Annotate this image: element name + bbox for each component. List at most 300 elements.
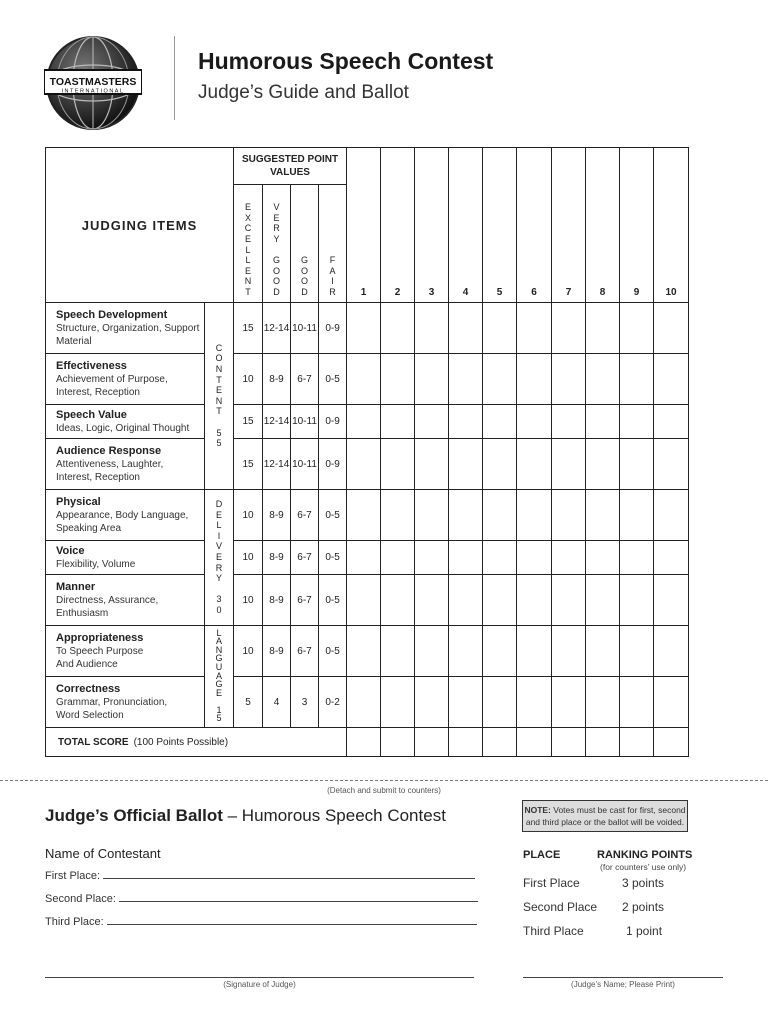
suggested-points: 15 bbox=[234, 439, 263, 490]
vertical-letter: L bbox=[216, 627, 222, 638]
score-cell[interactable] bbox=[449, 405, 483, 439]
contestant-number-4: 4 bbox=[449, 148, 483, 303]
vertical-letter: 1 bbox=[216, 704, 222, 715]
judging-item-description: And Audience bbox=[56, 658, 118, 670]
page-title: Humorous Speech Contest bbox=[198, 48, 494, 74]
vertical-letter: O bbox=[301, 265, 309, 276]
score-cell[interactable] bbox=[347, 575, 381, 626]
score-cell[interactable] bbox=[449, 354, 483, 405]
score-cell[interactable] bbox=[586, 303, 620, 354]
score-cell[interactable] bbox=[449, 575, 483, 626]
signature-label: (Signature of Judge) bbox=[223, 980, 296, 989]
score-cell[interactable] bbox=[517, 405, 552, 439]
vertical-label bbox=[273, 202, 280, 297]
suggested-points: 5 bbox=[234, 677, 263, 728]
score-cell[interactable] bbox=[517, 439, 552, 490]
vertical-letter: N bbox=[215, 395, 223, 406]
judging-item bbox=[46, 303, 205, 354]
judging-table bbox=[45, 147, 689, 757]
score-cell[interactable] bbox=[381, 439, 415, 490]
total-score-cell[interactable] bbox=[654, 728, 689, 757]
suggested-points: 10 bbox=[234, 354, 263, 405]
total-score-cell[interactable] bbox=[483, 728, 517, 757]
total-score-title: TOTAL SCORE bbox=[58, 736, 129, 748]
vertical-letter: R bbox=[273, 223, 280, 234]
note-text: Votes must be cast for first, second and third place or the ballot will be voided. bbox=[525, 805, 686, 827]
vertical-letter: F bbox=[329, 255, 336, 266]
suggested-points: 4 bbox=[263, 677, 291, 728]
score-cell[interactable] bbox=[381, 575, 415, 626]
vertical-label bbox=[216, 629, 223, 724]
score-cell[interactable] bbox=[449, 626, 483, 677]
first-place-label: First Place: bbox=[45, 870, 101, 882]
score-cell[interactable] bbox=[552, 626, 586, 677]
score-cell[interactable] bbox=[654, 490, 689, 541]
judging-item-description: Speaking Area bbox=[56, 522, 122, 534]
vertical-letter: D bbox=[273, 287, 280, 297]
score-cell[interactable] bbox=[654, 439, 689, 490]
judging-item-description: Interest, Reception bbox=[56, 386, 140, 398]
score-cell[interactable] bbox=[654, 303, 689, 354]
vertical-letter: I bbox=[217, 530, 221, 541]
suggested-points: 8-9 bbox=[263, 541, 291, 575]
score-cell[interactable] bbox=[347, 626, 381, 677]
vertical-letter: 0 bbox=[216, 604, 222, 615]
judging-row bbox=[46, 575, 689, 626]
content-category bbox=[205, 303, 234, 490]
score-cell[interactable] bbox=[552, 677, 586, 728]
judging-item-description: Grammar, Pronunciation, bbox=[56, 696, 168, 708]
score-cell[interactable] bbox=[483, 626, 517, 677]
score-cell[interactable] bbox=[586, 439, 620, 490]
judging-item bbox=[46, 541, 205, 575]
fair-column-header bbox=[319, 185, 347, 303]
suggested-points: 6-7 bbox=[291, 626, 319, 677]
vertical-letter: I bbox=[331, 276, 334, 287]
judging-item-name: Speech Value bbox=[56, 408, 127, 421]
score-cell[interactable] bbox=[483, 439, 517, 490]
detach-note: (Detach and submit to counters) bbox=[327, 786, 441, 795]
score-cell[interactable] bbox=[449, 439, 483, 490]
rank-place-1: First Place bbox=[523, 876, 580, 890]
score-cell[interactable] bbox=[449, 303, 483, 354]
vertical-letter: E bbox=[245, 265, 252, 276]
score-cell[interactable] bbox=[586, 677, 620, 728]
vertical-letter bbox=[273, 245, 280, 256]
score-cell[interactable] bbox=[620, 490, 654, 541]
total-score-cell[interactable] bbox=[552, 728, 586, 757]
svg-text:TOASTMASTERS: TOASTMASTERS bbox=[49, 76, 137, 88]
judging-row bbox=[46, 677, 689, 728]
suggested-points: 6-7 bbox=[291, 541, 319, 575]
score-cell[interactable] bbox=[381, 354, 415, 405]
judging-item-description: Word Selection bbox=[56, 709, 124, 721]
judging-item-name: Speech Development bbox=[56, 308, 168, 321]
score-cell[interactable] bbox=[654, 626, 689, 677]
score-cell[interactable] bbox=[415, 541, 449, 575]
score-cell[interactable] bbox=[347, 541, 381, 575]
excellent-column-header bbox=[234, 185, 263, 303]
vertical-letter: N bbox=[244, 276, 252, 287]
judging-item bbox=[46, 575, 205, 626]
suggested-points: 10-11 bbox=[291, 303, 319, 354]
vertical-letter: N bbox=[215, 644, 223, 655]
score-cell[interactable] bbox=[347, 490, 381, 541]
suggested-points: 10-11 bbox=[291, 439, 319, 490]
judge-signature-input[interactable] bbox=[45, 977, 474, 978]
vertical-letter: O bbox=[215, 353, 223, 364]
vertical-letter: L bbox=[216, 520, 222, 531]
score-cell[interactable] bbox=[449, 541, 483, 575]
suggested-points: 15 bbox=[234, 405, 263, 439]
vertical-letter: T bbox=[245, 287, 251, 297]
vertical-letter: T bbox=[216, 374, 222, 385]
judging-item bbox=[46, 490, 205, 541]
judging-item-name: Manner bbox=[56, 580, 96, 593]
vertical-letter: E bbox=[215, 509, 222, 520]
total-score-cell[interactable] bbox=[620, 728, 654, 757]
detach-line bbox=[0, 780, 768, 781]
rank-place-3: Third Place bbox=[523, 924, 584, 938]
judging-item-description: Flexibility, Volume bbox=[56, 558, 136, 570]
suggested-points: 0-5 bbox=[319, 490, 347, 541]
second-place-label: Second Place: bbox=[45, 893, 116, 905]
judging-item-description: To Speech Purpose bbox=[56, 645, 144, 657]
page-subtitle: Judge’s Guide and Ballot bbox=[198, 82, 409, 103]
suggested-points: 8-9 bbox=[263, 575, 291, 626]
contestant-number-2: 2 bbox=[381, 148, 415, 303]
judge-name-input[interactable] bbox=[523, 977, 723, 978]
suggested-points: 15 bbox=[234, 303, 263, 354]
score-cell[interactable] bbox=[517, 490, 552, 541]
judging-row bbox=[46, 405, 689, 439]
ballot-title bbox=[45, 806, 446, 826]
vertical-label bbox=[216, 499, 223, 616]
score-cell[interactable] bbox=[381, 490, 415, 541]
judging-item-description: Attentiveness, Laughter, bbox=[56, 458, 164, 470]
second-place-row bbox=[45, 893, 478, 905]
vertical-letter: C bbox=[244, 223, 252, 234]
score-cell[interactable] bbox=[552, 303, 586, 354]
vertical-label bbox=[216, 343, 223, 449]
score-cell[interactable] bbox=[347, 354, 381, 405]
score-cell[interactable] bbox=[415, 405, 449, 439]
vertical-letter: E bbox=[245, 202, 252, 213]
judging-row bbox=[46, 439, 689, 490]
score-cell[interactable] bbox=[620, 677, 654, 728]
judging-item bbox=[46, 626, 205, 677]
judging-item bbox=[46, 677, 205, 728]
vertical-letter: O bbox=[273, 265, 281, 276]
score-cell[interactable] bbox=[586, 626, 620, 677]
judging-row bbox=[46, 354, 689, 405]
score-cell[interactable] bbox=[552, 541, 586, 575]
suggested-points: 12-14 bbox=[263, 303, 291, 354]
score-cell[interactable] bbox=[483, 490, 517, 541]
contestant-number-1: 1 bbox=[347, 148, 381, 303]
score-cell[interactable] bbox=[620, 439, 654, 490]
vertical-letter: U bbox=[215, 661, 223, 672]
vertical-letter: T bbox=[216, 406, 222, 417]
vertical-letter: N bbox=[215, 364, 223, 375]
place-header: PLACE bbox=[523, 849, 561, 861]
ranking-points-header: RANKING POINTS bbox=[597, 849, 693, 861]
judging-row bbox=[46, 303, 689, 354]
total-score-note: (100 Points Possible) bbox=[133, 736, 229, 748]
suggested-points: 0-5 bbox=[319, 354, 347, 405]
judging-item bbox=[46, 439, 205, 490]
rank-points-2: 2 points bbox=[622, 900, 665, 914]
vertical-letter bbox=[216, 417, 223, 428]
score-cell[interactable] bbox=[552, 575, 586, 626]
suggested-points: 10 bbox=[234, 626, 263, 677]
vertical-letter: 5 bbox=[216, 438, 222, 449]
contestant-number-8: 8 bbox=[586, 148, 620, 303]
total-score-cell[interactable] bbox=[381, 728, 415, 757]
contestant-number-6: 6 bbox=[517, 148, 552, 303]
rank-points-1: 3 points bbox=[622, 876, 665, 890]
score-cell[interactable] bbox=[620, 575, 654, 626]
total-score-cell[interactable] bbox=[415, 728, 449, 757]
score-cell[interactable] bbox=[517, 626, 552, 677]
judging-item-name: Appropriateness bbox=[56, 631, 144, 644]
score-cell[interactable] bbox=[586, 575, 620, 626]
suggested-points: 10 bbox=[234, 490, 263, 541]
vertical-letter: 5 bbox=[216, 713, 222, 724]
good-column-header bbox=[291, 185, 319, 303]
judging-row bbox=[46, 490, 689, 541]
suggested-points: 10-11 bbox=[291, 405, 319, 439]
score-cell[interactable] bbox=[517, 541, 552, 575]
first-place-row bbox=[45, 870, 475, 882]
score-cell[interactable] bbox=[415, 626, 449, 677]
suggested-points: 8-9 bbox=[263, 490, 291, 541]
vertical-letter: E bbox=[216, 687, 223, 698]
score-cell[interactable] bbox=[552, 439, 586, 490]
judging-item-name: Correctness bbox=[56, 682, 121, 695]
judging-item-description: Appearance, Body Language, bbox=[56, 509, 189, 521]
ballot-title-bold: Judge’s Official Ballot bbox=[45, 806, 223, 825]
suggested-points: 0-9 bbox=[319, 405, 347, 439]
suggested-points: 3 bbox=[291, 677, 319, 728]
score-cell[interactable] bbox=[654, 405, 689, 439]
second-place-input[interactable] bbox=[119, 900, 478, 902]
vertical-letter: O bbox=[273, 276, 281, 287]
score-cell[interactable] bbox=[449, 490, 483, 541]
total-score-row bbox=[46, 728, 689, 757]
score-cell[interactable] bbox=[654, 541, 689, 575]
score-cell[interactable] bbox=[381, 303, 415, 354]
suggested-points: 0-9 bbox=[319, 303, 347, 354]
score-cell[interactable] bbox=[517, 303, 552, 354]
score-cell[interactable] bbox=[415, 677, 449, 728]
score-cell[interactable] bbox=[415, 354, 449, 405]
vertical-letter: D bbox=[301, 287, 308, 297]
vertical-letter: V bbox=[215, 541, 222, 552]
score-cell[interactable] bbox=[483, 575, 517, 626]
score-cell[interactable] bbox=[620, 626, 654, 677]
score-cell[interactable] bbox=[347, 303, 381, 354]
judging-item-name: Audience Response bbox=[56, 444, 162, 457]
judging-row bbox=[46, 626, 689, 677]
score-cell[interactable] bbox=[654, 575, 689, 626]
score-cell[interactable] bbox=[517, 677, 552, 728]
score-cell[interactable] bbox=[654, 677, 689, 728]
score-cell[interactable] bbox=[381, 626, 415, 677]
suggested-points: 0-5 bbox=[319, 541, 347, 575]
vertical-label bbox=[329, 255, 336, 297]
vertical-letter bbox=[216, 584, 223, 595]
score-cell[interactable] bbox=[552, 490, 586, 541]
suggested-points: 10 bbox=[234, 575, 263, 626]
total-score-label bbox=[46, 728, 347, 757]
vertical-letter: G bbox=[215, 679, 223, 690]
score-cell[interactable] bbox=[483, 303, 517, 354]
judging-item-description: Directness, Assurance, bbox=[56, 594, 159, 606]
vertical-letter: A bbox=[216, 670, 223, 681]
score-cell[interactable] bbox=[415, 439, 449, 490]
score-cell[interactable] bbox=[586, 490, 620, 541]
third-place-label: Third Place: bbox=[45, 916, 104, 928]
total-score-cell[interactable] bbox=[586, 728, 620, 757]
ranking-note: (for counters’ use only) bbox=[600, 862, 687, 872]
score-cell[interactable] bbox=[620, 405, 654, 439]
judging-item-name: Effectiveness bbox=[56, 359, 127, 372]
score-cell[interactable] bbox=[347, 405, 381, 439]
rank-place-2: Second Place bbox=[523, 900, 598, 914]
rank-points-3: 1 point bbox=[626, 924, 663, 938]
toastmasters-logo bbox=[44, 34, 142, 132]
contestant-number-9: 9 bbox=[620, 148, 654, 303]
vertical-letter: V bbox=[273, 202, 280, 213]
suggested-points: 0-2 bbox=[319, 677, 347, 728]
total-score-cell[interactable] bbox=[517, 728, 552, 757]
contestant-number-7: 7 bbox=[552, 148, 586, 303]
ballot-title-rest: – Humorous Speech Contest bbox=[222, 806, 446, 825]
judging-item-description: Material bbox=[56, 335, 92, 347]
vertical-letter: E bbox=[216, 385, 223, 396]
contestant-number-3: 3 bbox=[415, 148, 449, 303]
vertical-letter: O bbox=[301, 276, 309, 287]
contestant-number-10: 10 bbox=[654, 148, 689, 303]
judging-item-description: Interest, Reception bbox=[56, 471, 140, 483]
vertical-label bbox=[301, 255, 308, 297]
score-cell[interactable] bbox=[586, 405, 620, 439]
score-cell[interactable] bbox=[517, 575, 552, 626]
score-cell[interactable] bbox=[620, 303, 654, 354]
judge-name-label: (Judge’s Name; Please Print) bbox=[571, 980, 675, 989]
judging-item-description: Achievement of Purpose, bbox=[56, 373, 168, 385]
score-cell[interactable] bbox=[381, 541, 415, 575]
score-cell[interactable] bbox=[620, 354, 654, 405]
language-category bbox=[205, 626, 234, 728]
vertical-letter: G bbox=[301, 255, 309, 266]
score-cell[interactable] bbox=[483, 354, 517, 405]
suggested-points: 0-5 bbox=[319, 575, 347, 626]
score-cell[interactable] bbox=[517, 354, 552, 405]
score-cell[interactable] bbox=[586, 541, 620, 575]
vertical-letter: L bbox=[245, 244, 251, 255]
vertical-label bbox=[245, 202, 252, 297]
svg-text:INTERNATIONAL: INTERNATIONAL bbox=[61, 88, 125, 95]
judging-item bbox=[46, 405, 205, 439]
score-cell[interactable] bbox=[415, 490, 449, 541]
total-score-cell[interactable] bbox=[449, 728, 483, 757]
very-good-column-header bbox=[263, 185, 291, 303]
total-score-cell[interactable] bbox=[347, 728, 381, 757]
third-place-row bbox=[45, 916, 477, 928]
judging-item bbox=[46, 354, 205, 405]
vertical-letter: D bbox=[215, 499, 223, 510]
suggested-points: 12-14 bbox=[263, 405, 291, 439]
score-cell[interactable] bbox=[483, 405, 517, 439]
judging-item-name: Voice bbox=[56, 544, 85, 557]
score-cell[interactable] bbox=[552, 354, 586, 405]
vertical-letter: E bbox=[245, 234, 252, 245]
vertical-letter: X bbox=[245, 212, 252, 223]
vertical-letter: 5 bbox=[216, 427, 222, 438]
suggested-points: 0-5 bbox=[319, 626, 347, 677]
vertical-letter: 3 bbox=[216, 594, 222, 605]
score-cell[interactable] bbox=[347, 439, 381, 490]
vertical-letter: A bbox=[216, 636, 223, 647]
score-cell[interactable] bbox=[415, 303, 449, 354]
suggested-points: 6-7 bbox=[291, 575, 319, 626]
suggested-points: 10 bbox=[234, 541, 263, 575]
header-divider bbox=[174, 36, 175, 120]
judging-item-name: Physical bbox=[56, 495, 101, 508]
suggested-points: 12-14 bbox=[263, 439, 291, 490]
vertical-letter: R bbox=[329, 287, 336, 297]
score-cell[interactable] bbox=[347, 677, 381, 728]
name-of-contestant-label: Name of Contestant bbox=[45, 846, 161, 861]
judging-item-description: Structure, Organization, Support bbox=[56, 322, 200, 334]
suggested-points: 8-9 bbox=[263, 626, 291, 677]
judging-row bbox=[46, 541, 689, 575]
delivery-category bbox=[205, 490, 234, 626]
judging-item-description: Enthusiasm bbox=[56, 607, 109, 619]
judging-items-header bbox=[46, 148, 234, 303]
vertical-letter: C bbox=[215, 342, 223, 353]
suggested-points-header: SUGGESTED POINT VALUES bbox=[234, 148, 347, 185]
score-cell[interactable] bbox=[483, 541, 517, 575]
score-cell[interactable] bbox=[586, 354, 620, 405]
vertical-letter: Y bbox=[273, 234, 280, 245]
third-place-input[interactable] bbox=[107, 923, 477, 925]
judging-item-description: Ideas, Logic, Original Thought bbox=[56, 422, 190, 434]
score-cell[interactable] bbox=[381, 677, 415, 728]
score-cell[interactable] bbox=[449, 677, 483, 728]
vertical-letter: A bbox=[329, 265, 336, 276]
score-cell[interactable] bbox=[381, 405, 415, 439]
judging-items-label: JUDGING ITEMS bbox=[81, 217, 198, 233]
vertical-letter: E bbox=[273, 212, 280, 223]
ballot-note bbox=[522, 800, 688, 832]
note-label: NOTE: bbox=[524, 805, 551, 815]
score-cell[interactable] bbox=[552, 405, 586, 439]
vertical-letter: L bbox=[245, 255, 251, 266]
suggested-points: 6-7 bbox=[291, 490, 319, 541]
first-place-input[interactable] bbox=[103, 877, 475, 879]
vertical-letter: E bbox=[215, 552, 222, 562]
vertical-letter: Y bbox=[215, 573, 222, 584]
vertical-letter: G bbox=[215, 653, 223, 664]
suggested-points: 6-7 bbox=[291, 354, 319, 405]
score-cell[interactable] bbox=[654, 354, 689, 405]
score-cell[interactable] bbox=[415, 575, 449, 626]
score-cell[interactable] bbox=[620, 541, 654, 575]
score-cell[interactable] bbox=[483, 677, 517, 728]
